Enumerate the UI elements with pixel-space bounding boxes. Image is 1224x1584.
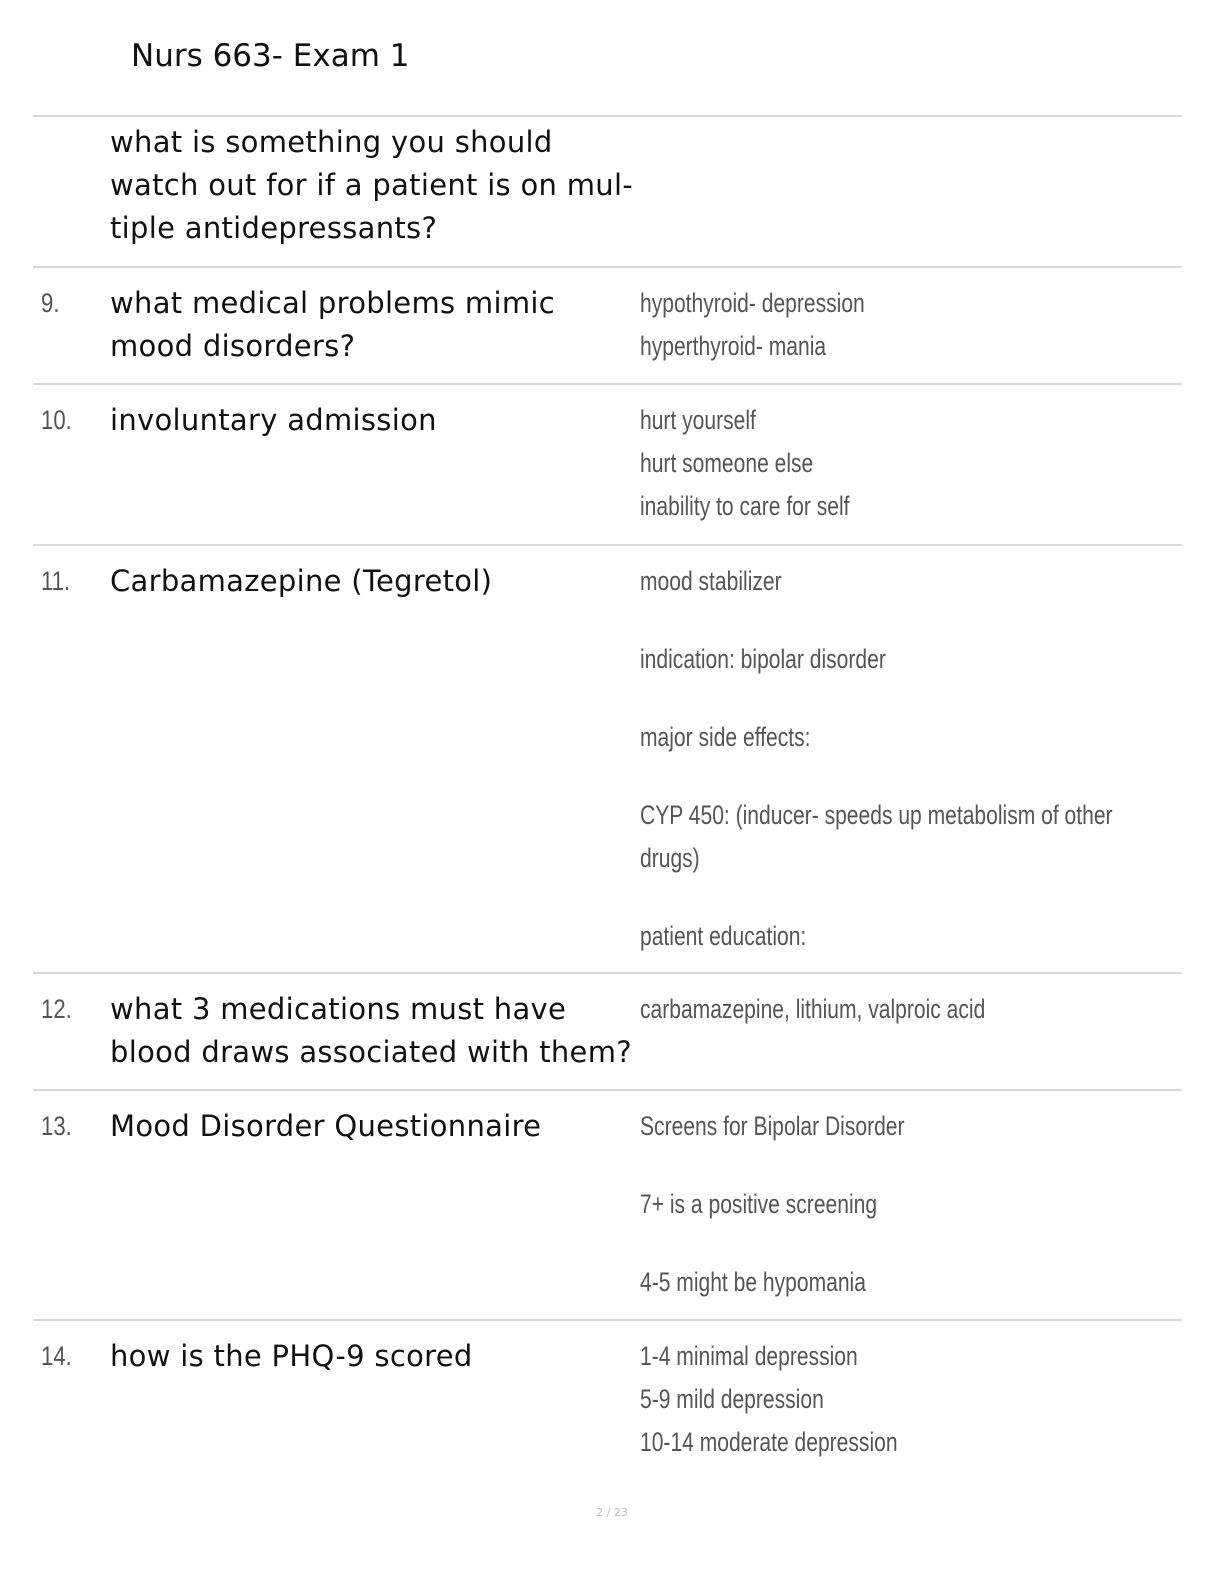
flashcard — [33, 383, 1182, 544]
card-term: what medical problems mimic mood disorders? — [110, 286, 555, 363]
card-definition — [640, 399, 1170, 528]
card-definition — [640, 282, 1170, 368]
definition-line: drugs) — [640, 843, 700, 873]
card-definition — [640, 560, 1170, 958]
card-term: what 3 medications must have blood draws associated with them? — [110, 992, 632, 1069]
definition-line: mood stabilizer — [640, 566, 782, 596]
definition-line: hyperthyroid- mania — [640, 331, 827, 361]
definition-line: major side effects: — [640, 722, 811, 752]
flashcard — [33, 266, 1182, 383]
definition-line: patient education: — [640, 921, 807, 951]
definition-gap — [640, 603, 1170, 638]
card-number: 9. — [41, 288, 60, 318]
definition-line: 10-14 moderate depression — [640, 1427, 898, 1457]
definition-line: 7+ is a positive screening — [640, 1189, 878, 1219]
definition-gap — [640, 880, 1170, 915]
definition-gap — [640, 681, 1170, 716]
card-number: 11. — [41, 566, 71, 596]
definition-line: 1-4 minimal depression — [640, 1341, 858, 1371]
page-number: 2 / 23 — [596, 1506, 628, 1519]
card-definition — [640, 1105, 1170, 1304]
card-term: involuntary admission — [110, 403, 437, 437]
card-term: Mood Disorder Questionnaire — [110, 1109, 542, 1143]
card-number: 10. — [41, 405, 72, 435]
definition-line: carbamazepine, lithium, valproic acid — [640, 994, 986, 1024]
card-number: 14. — [41, 1341, 72, 1371]
definition-line: hurt someone else — [640, 448, 814, 478]
card-definition — [640, 988, 1170, 1031]
card-number: 12. — [41, 994, 72, 1024]
document-title: Nurs 663- Exam 1 — [131, 38, 410, 74]
definition-gap — [640, 1226, 1170, 1261]
definition-gap — [640, 759, 1170, 794]
definition-line: Screens for Bipolar Disorder — [640, 1111, 905, 1141]
definition-line: hurt yourself — [640, 405, 756, 435]
card-term: Carbamazepine (Tegretol) — [110, 564, 493, 598]
flashcard — [33, 1089, 1182, 1319]
definition-line: 4-5 might be hypomania — [640, 1267, 866, 1297]
definition-line: hypothyroid- depression — [640, 288, 865, 318]
card-term: what is something you should watch out for if a patient is on mul-tiple antidepressants? — [110, 125, 634, 245]
definition-line: indication: bipolar disorder — [640, 644, 886, 674]
definition-gap — [640, 1148, 1170, 1183]
card-definition — [640, 1335, 1170, 1464]
definition-line: inability to care for self — [640, 491, 850, 521]
flashcard — [33, 972, 1182, 1089]
definition-line: 5-9 mild depression — [640, 1384, 824, 1414]
card-number: 13. — [41, 1111, 72, 1141]
flashcard — [33, 1319, 1182, 1479]
card-term: how is the PHQ-9 scored — [110, 1339, 473, 1373]
flashcard — [33, 115, 1182, 266]
definition-line: CYP 450: (inducer- speeds up metabolism of other — [640, 800, 1113, 830]
flashcard — [33, 544, 1182, 972]
